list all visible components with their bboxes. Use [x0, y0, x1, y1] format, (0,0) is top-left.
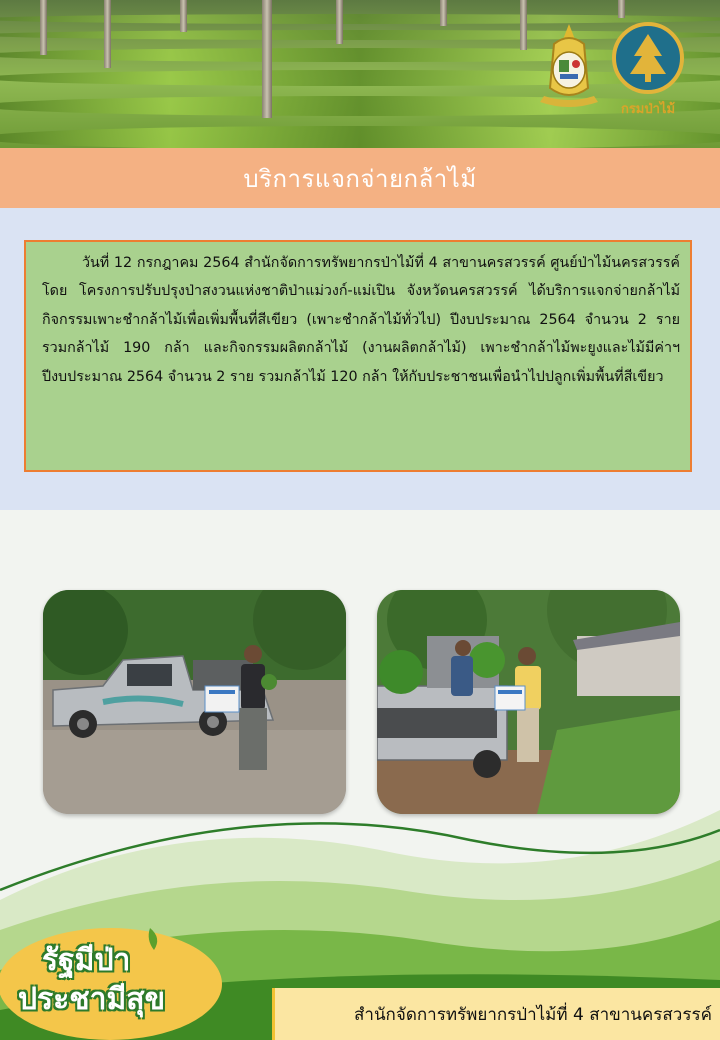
provincial-seal-logo	[534, 22, 604, 110]
title-bar	[0, 148, 720, 208]
photo-distribution-1	[43, 590, 346, 814]
page-title: บริการแจกจ่ายกล้าไม้	[243, 164, 477, 193]
forestry-logo-text: กรมป่าไม้	[620, 102, 676, 117]
slogan-line-2: ประชามีสุข	[18, 982, 166, 1017]
footer-office-bar	[272, 988, 720, 1040]
header-nursery-photo	[0, 0, 720, 148]
forestry-department-logo	[612, 22, 684, 118]
text-section	[0, 208, 720, 510]
photo-distribution-2	[377, 590, 680, 814]
footer-office-name: สำนักจัดการทรัพยากรป่าไม้ที่ 4 สาขานครสวรรค์	[354, 1004, 712, 1025]
news-paragraph: วันที่ 12 กรกฎาคม 2564 สำนักจัดการทรัพยากรป่าไม้ที่ 4 สาขานครสวรรค์ ศูนย์ป่าไม้นครสวรรค์โดย โครงการปรับปรุงป่าสงวนแห่งชาติป่าแม่วงก์-แม่เปิน จังหวัดนครสวรรค์ ได้บริการแจกจ่ายกล้าไม้ กิจกรรมเพาะชำกล้าไม้เพื่อเพิ่มพื้นที่สีเขียว (เพาะชำกล้าไม้ทั่วไป) ปีงบประมาณ 2564 จำนวน 2 ราย รวมกล้าไม้ 190 กล้า และกิจกรรมผลิตกล้าไม้ (งานผลิตกล้าไม้) เพาะชำกล้าไม้พะยูงและไม้มีค่าฯ ปีงบประมาณ 2564 จำนวน 2 ราย รวมกล้าไม้ 120 กล้า ให้กับประชาชนเพื่อนำไปปลูกเพิ่มพื้นที่สีเขียว	[42, 255, 680, 385]
slogan-logo	[0, 924, 230, 1040]
slogan-line-1: รัฐมีป่า	[42, 943, 131, 978]
news-text-box	[24, 240, 692, 472]
